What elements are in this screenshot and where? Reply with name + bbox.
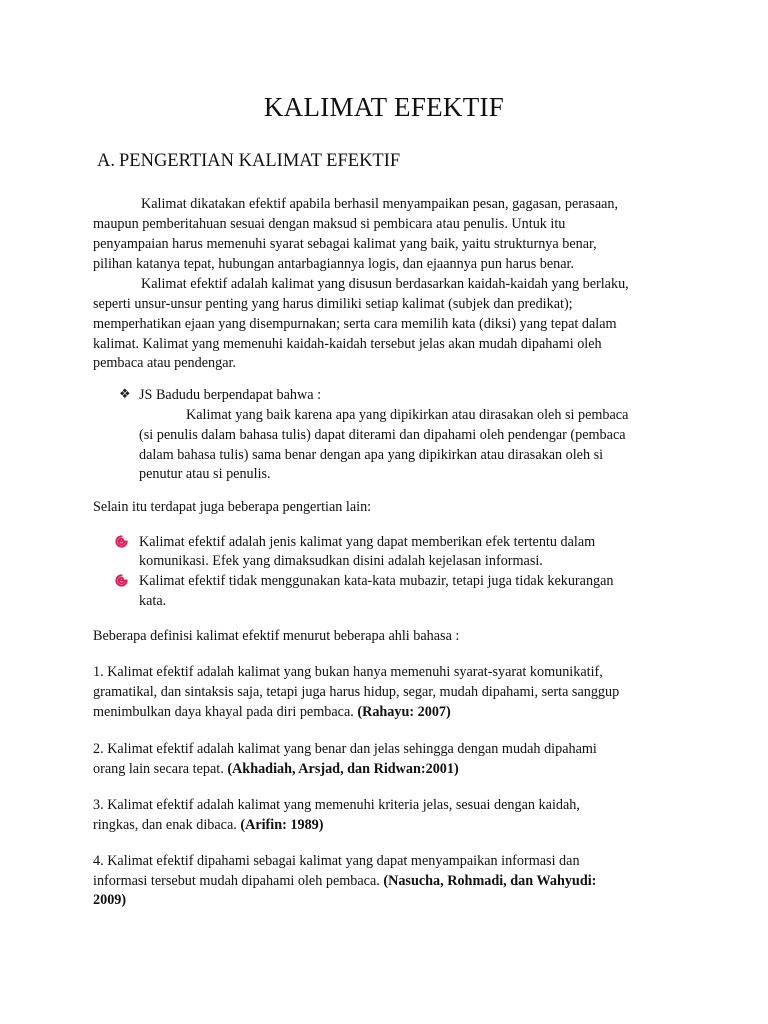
para1-line: pilihan katanya tepat, hubungan antarbagiannya logis, dan ejaannya pun harus benar. (93, 256, 575, 272)
para2-line: memperhatikan ejaan yang disempurnakan; serta cara memilih kata (diksi) yang tepat dalam (93, 316, 617, 332)
definition-line: 2. Kalimat efektif adalah kalimat yang benar dan jelas sehingga dengan mudah dipahami (93, 741, 597, 757)
bullet-line: Kalimat efektif adalah jenis kalimat yang dapat memberikan efek tertentu dalam (139, 534, 596, 550)
para1-line: Kalimat dikatakan efektif apabila berhasil menyampaikan pesan, gagasan, perasaan, (141, 196, 619, 212)
definition-text: orang lain secara tepat. (93, 761, 224, 777)
quote-line: penutur atau si penulis. (139, 466, 271, 482)
citation: (Nasucha, Rohmadi, dan Wahyudi: (383, 873, 597, 889)
definition-text: ringkas, dan enak dibaca. (93, 817, 237, 833)
citation: 2009) (93, 892, 127, 908)
diamond-bullet-icon: ❖ (119, 386, 131, 401)
para1-line: maupun pemberitahuan sesuai dengan maksud si pembicara atau penulis. Untuk itu (93, 216, 566, 232)
bullet-line: komunikasi. Efek yang dimaksudkan disini adalah kejelasan informasi. (139, 553, 543, 569)
definition-line: 1. Kalimat efektif adalah kalimat yang bukan hanya memenuhi syarat-syarat komunikatif, (93, 664, 603, 680)
section-number: A. (97, 151, 115, 171)
section-heading: PENGERTIAN KALIMAT EFEKTIF (119, 151, 401, 171)
quote-line: Kalimat yang baik karena apa yang dipikirkan atau dirasakan oleh si pembaca (186, 407, 629, 423)
para1-line: penyampaian harus memenuhi syarat sebagai kalimat yang baik, yaitu strukturnya benar, (93, 236, 597, 252)
definition-line (93, 891, 126, 910)
swirl-bullet-icon (115, 574, 128, 587)
other-intro: Selain itu terdapat juga beberapa pengertian lain: (93, 499, 372, 515)
definition-text: menimbulkan daya khayal pada diri pembaca. (93, 704, 354, 720)
quote-intro: JS Badudu berpendapat bahwa : (139, 387, 322, 403)
definition-line (93, 816, 323, 835)
definition-line: gramatikal, dan sintaksis saja, tetapi juga harus hidup, segar, mudah dipahami, serta sanggup (93, 684, 620, 700)
bullet-line: kata. (139, 593, 167, 609)
definition-line (93, 703, 451, 722)
citation: (Rahayu: 2007) (357, 704, 451, 720)
definition-line (93, 760, 459, 779)
quote-line: (si penulis dalam bahasa tulis) dapat diterami dan dipahami oleh pendengar (pembaca (139, 427, 626, 443)
definition-line: 3. Kalimat efektif adalah kalimat yang memenuhi kriteria jelas, sesuai dengan kaidah, (93, 797, 580, 813)
para2-line: seperti unsur-unsur penting yang harus dimiliki setiap kalimat (subjek dan predikat); (93, 296, 573, 312)
para2-line: Kalimat efektif adalah kalimat yang disusun berdasarkan kaidah-kaidah yang berlaku, (141, 276, 629, 292)
swirl-bullet-icon (115, 535, 128, 548)
definition-line (93, 872, 596, 891)
citation: (Akhadiah, Arsjad, dan Ridwan:2001) (227, 761, 459, 777)
para2-line: pembaca atau pendengar. (93, 355, 236, 371)
definition-text: informasi tersebut mudah dipahami oleh pembaca. (93, 873, 380, 889)
definition-line: 4. Kalimat efektif dipahami sebagai kalimat yang dapat menyampaikan informasi dan (93, 853, 580, 869)
para2-line: kalimat. Kalimat yang memenuhi kaidah-kaidah tersebut jelas akan mudah dipahami oleh (93, 336, 602, 352)
page-title: KALIMAT EFEKTIF (263, 92, 505, 122)
citation: (Arifin: 1989) (240, 817, 324, 833)
bullet-line: Kalimat efektif tidak menggunakan kata-kata mubazir, tetapi juga tidak kekurangan (139, 573, 614, 589)
defs-intro: Beberapa definisi kalimat efektif menurut beberapa ahli bahasa : (93, 628, 460, 644)
quote-line: dalam bahasa tulis) sama benar dengan apa yang dipikirkan atau dirasakan oleh si (139, 447, 604, 463)
